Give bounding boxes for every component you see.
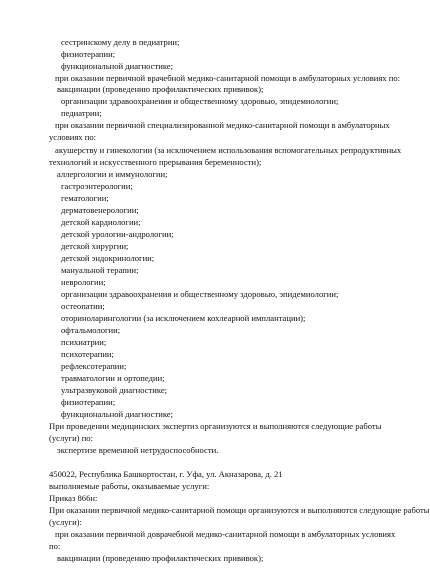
text-line: (услуги) по:: [49, 433, 93, 443]
text-line: по:: [49, 541, 61, 551]
text-line: вакцинации (проведению профилактических прививок);: [57, 84, 264, 94]
text-line: условиях по:: [49, 132, 97, 142]
text-line: функциональной диагностике;: [61, 61, 174, 71]
text-line: при оказании первичной врачебной медико-санитарной помощи в амбулаторных условиях по:: [55, 73, 401, 83]
text-line: детской хирургии;: [61, 241, 129, 251]
text-line: функциональной диагностике;: [61, 409, 174, 419]
text-line: мануальной терапии;: [61, 265, 139, 275]
text-line: оториноларингологии (за исключением кохлеарной имплантации);: [61, 313, 306, 323]
text-line: при оказании первичной доврачебной медико-санитарной помощи в амбулаторных условиях: [55, 529, 396, 539]
text-line: педиатрии;: [61, 108, 102, 118]
text-line: травматологии и ортопедии;: [61, 373, 165, 383]
text-line: При проведении медицинских экспертиз организуются и выполняются следующие работы: [49, 421, 382, 431]
text-line: 450022, Республика Башкортостан, г. Уфа, ул. Акназарова, д. 21: [49, 469, 283, 479]
text-line: гастроэнтерологии;: [61, 181, 133, 191]
text-line: детской эндокринологии;: [61, 253, 155, 263]
text-line: аллергологии и иммунологии;: [57, 169, 168, 179]
text-line: дерматовенерологии;: [61, 205, 139, 215]
text-line: психотерапии;: [61, 349, 114, 359]
text-line: (услуги):: [49, 517, 82, 527]
text-line: акушерству и гинекологии (за исключением использования вспомогательных репродуктивных: [55, 145, 402, 155]
text-line: рефлексотерапии;: [61, 361, 127, 371]
text-line: офтальмологии;: [61, 325, 121, 335]
text-line: физиотерапии;: [61, 49, 116, 59]
text-line: экспертизе временной нетрудоспособности.: [57, 445, 219, 455]
text-line: при оказании первичной специализированной медико-санитарной помощи в амбулаторных: [55, 120, 390, 130]
text-line: физиотерапии;: [61, 397, 116, 407]
text-line: остеопатии;: [61, 301, 105, 311]
text-line: психиатрии;: [61, 337, 107, 347]
text-line: неврологии;: [61, 277, 106, 287]
text-line: выполняемые работы, оказываемые услуги:: [49, 481, 210, 491]
text-line: При оказании первичной медико-санитарной помощи организуются и выполняются следующие работы: [49, 505, 430, 515]
text-line: гематологии;: [61, 193, 109, 203]
text-line: детской кардиологии;: [61, 217, 141, 227]
text-line: организации здравоохранения и общественному здоровью, эпидемиологии;: [61, 289, 339, 299]
text-line: вакцинации (проведению профилактических прививок);: [57, 553, 264, 563]
text-line: Приказ 866н:: [49, 493, 98, 503]
text-line: детской урологии-андрологии;: [61, 229, 174, 239]
text-line: технологий и искусственного прерывания беременности);: [49, 157, 262, 167]
text-line: сестринскому делу в педиатрии;: [61, 37, 180, 47]
text-line: ультразвуковой диагностике;: [61, 385, 168, 395]
text-line: организации здравоохранения и общественному здоровью, эпидемиологии;: [61, 96, 339, 106]
